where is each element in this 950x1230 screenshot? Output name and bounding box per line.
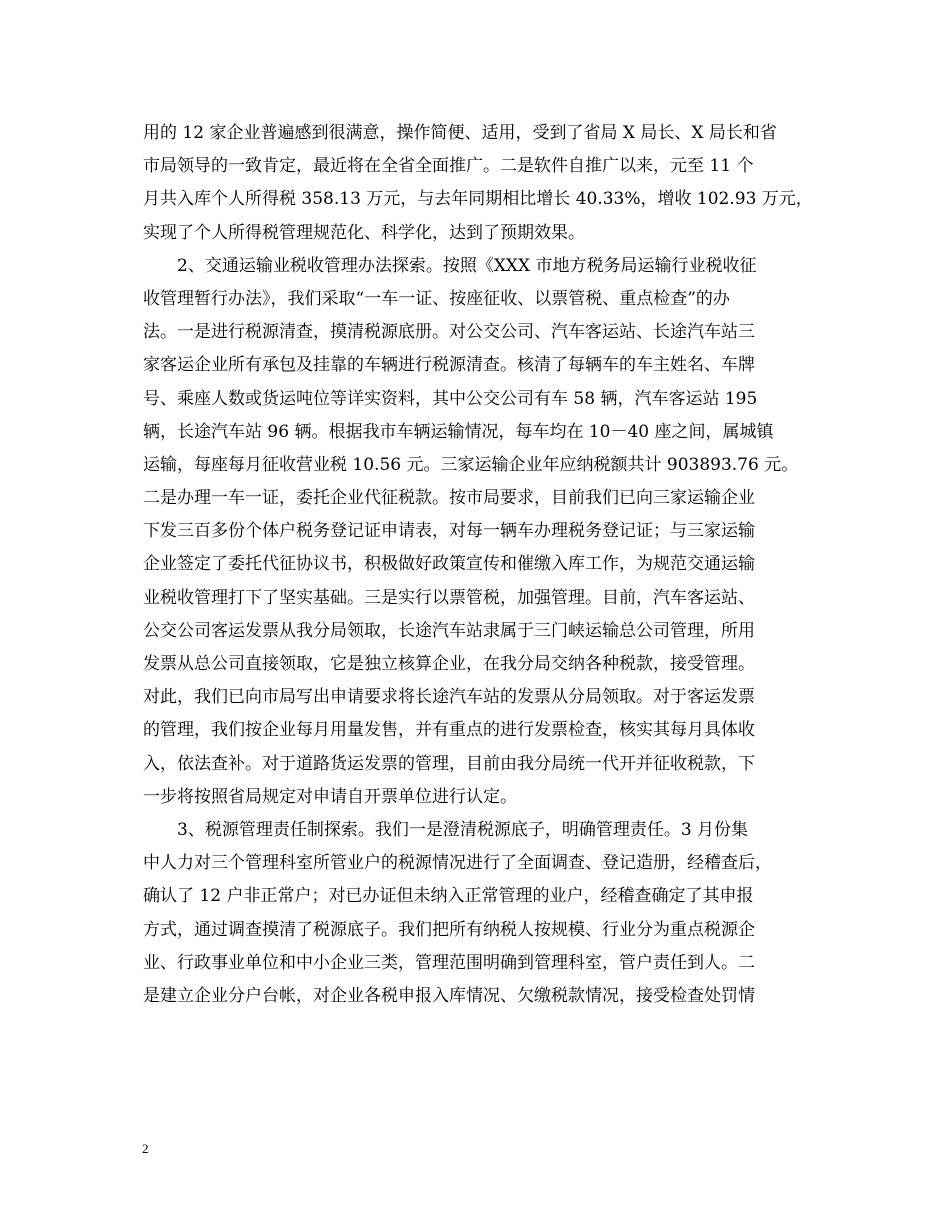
text-line: 月共入库个人所得税 358.13 万元，与去年同期相比增长 40.33%，增收 102.93 万元， [143,189,813,210]
text-line: 号、乘座人数或货运吨位等详实资料，其中公交公司有车 58 辆，汽车客运站 195 [143,388,758,409]
text-line: 二是办理一车一证，委托企业代征税款。按市局要求，目前我们已向三家运输企业 [143,488,755,509]
page-number: 2 [142,1141,149,1156]
text-line: 中人力对三个管理科室所管业户的税源情况进行了全面调查、登记造册，经稽查后， [143,853,772,874]
document-body [143,117,819,1013]
text-line: 一步将按照省局规定对申请自开票单位进行认定。 [143,786,517,807]
text-line: 发票从总公司直接领取，它是独立核算企业，在我分局交纳各种税款，接受管理。 [143,654,755,674]
text-line: 市局领导的一致肯定，最近将在全省全面推广。二是软件自推广以来，元至 11 个 [143,156,754,177]
text-line: 2、交通运输业税收管理办法探索。按照《XXX 市地方税务局运输行业税收征 [143,255,757,276]
text-line: 运输，每座每月征收营业税 10.56 元。三家运输企业年应纳税额共计 903893.76 元。 [143,454,799,475]
text-line: 的管理，我们按企业每月用量发售，并有重点的进行发票检查，核实其每月具体收 [143,720,755,741]
text-line: 确认了 12 户非正常户；对已办证但未纳入正常管理的业户，经稽查确定了其申报 [143,886,754,907]
text-line: 实现了个人所得税管理规范化、科学化，达到了预期效果。 [143,222,585,243]
text-line: 方式，通过调查摸清了税源底子。我们把所有纳税人按规模、行业分为重点税源企 [143,919,755,940]
text-line: 3、税源管理责任制探索。我们一是澄清税源底子，明确管理责任。3 月份集 [143,819,749,840]
text-line: 是建立企业分户台帐，对企业各税申报入库情况、欠缴税款情况，接受检查处罚情 [143,985,755,1006]
text-line: 企业签定了委托代征协议书，积极做好政策宣传和催缴入库工作，为规范交通运输 [143,554,755,575]
text-line: 法。一是进行税源清查，摸清税源底册。对公交公司、汽车客运站、长途汽车站三 [143,322,755,343]
text-line: 业税收管理打下了坚实基础。三是实行以票管税，加强管理。目前，汽车客运站、 [143,587,755,608]
text-line: 用的 12 家企业普遍感到很满意，操作简便、适用，受到了省局 X 局长、X 局长和省 [143,123,777,143]
text-line: 公交公司客运发票从我分局领取，长途汽车站隶属于三门峡运输总公司管理，所用 [143,620,755,641]
text-line: 收管理暂行办法》，我们采取“一车一证、按座征收、以票管税、重点检查”的办 [143,288,730,309]
text-line: 下发三百多份个体户税务登记证申请表，对每一辆车办理税务登记证；与三家运输 [143,521,755,542]
text-line: 业、行政事业单位和中小企业三类，管理范围明确到管理科室，管户责任到人。二 [143,952,755,973]
text-line: 辆，长途汽车站 96 辆。根据我市车辆运输情况，每车均在 10－40 座之间，属城镇 [143,421,774,442]
text-line: 家客运企业所有承包及挂靠的车辆进行税源清查。核清了每辆车的车主姓名、车牌 [143,355,755,376]
text-line: 对此，我们已向市局写出申请要求将长途汽车站的发票从分局领取。对于客运发票 [143,687,755,708]
text-line: 入，依法查补。对于道路货运发票的管理，目前由我分局统一代开并征收税款，下 [143,753,755,774]
